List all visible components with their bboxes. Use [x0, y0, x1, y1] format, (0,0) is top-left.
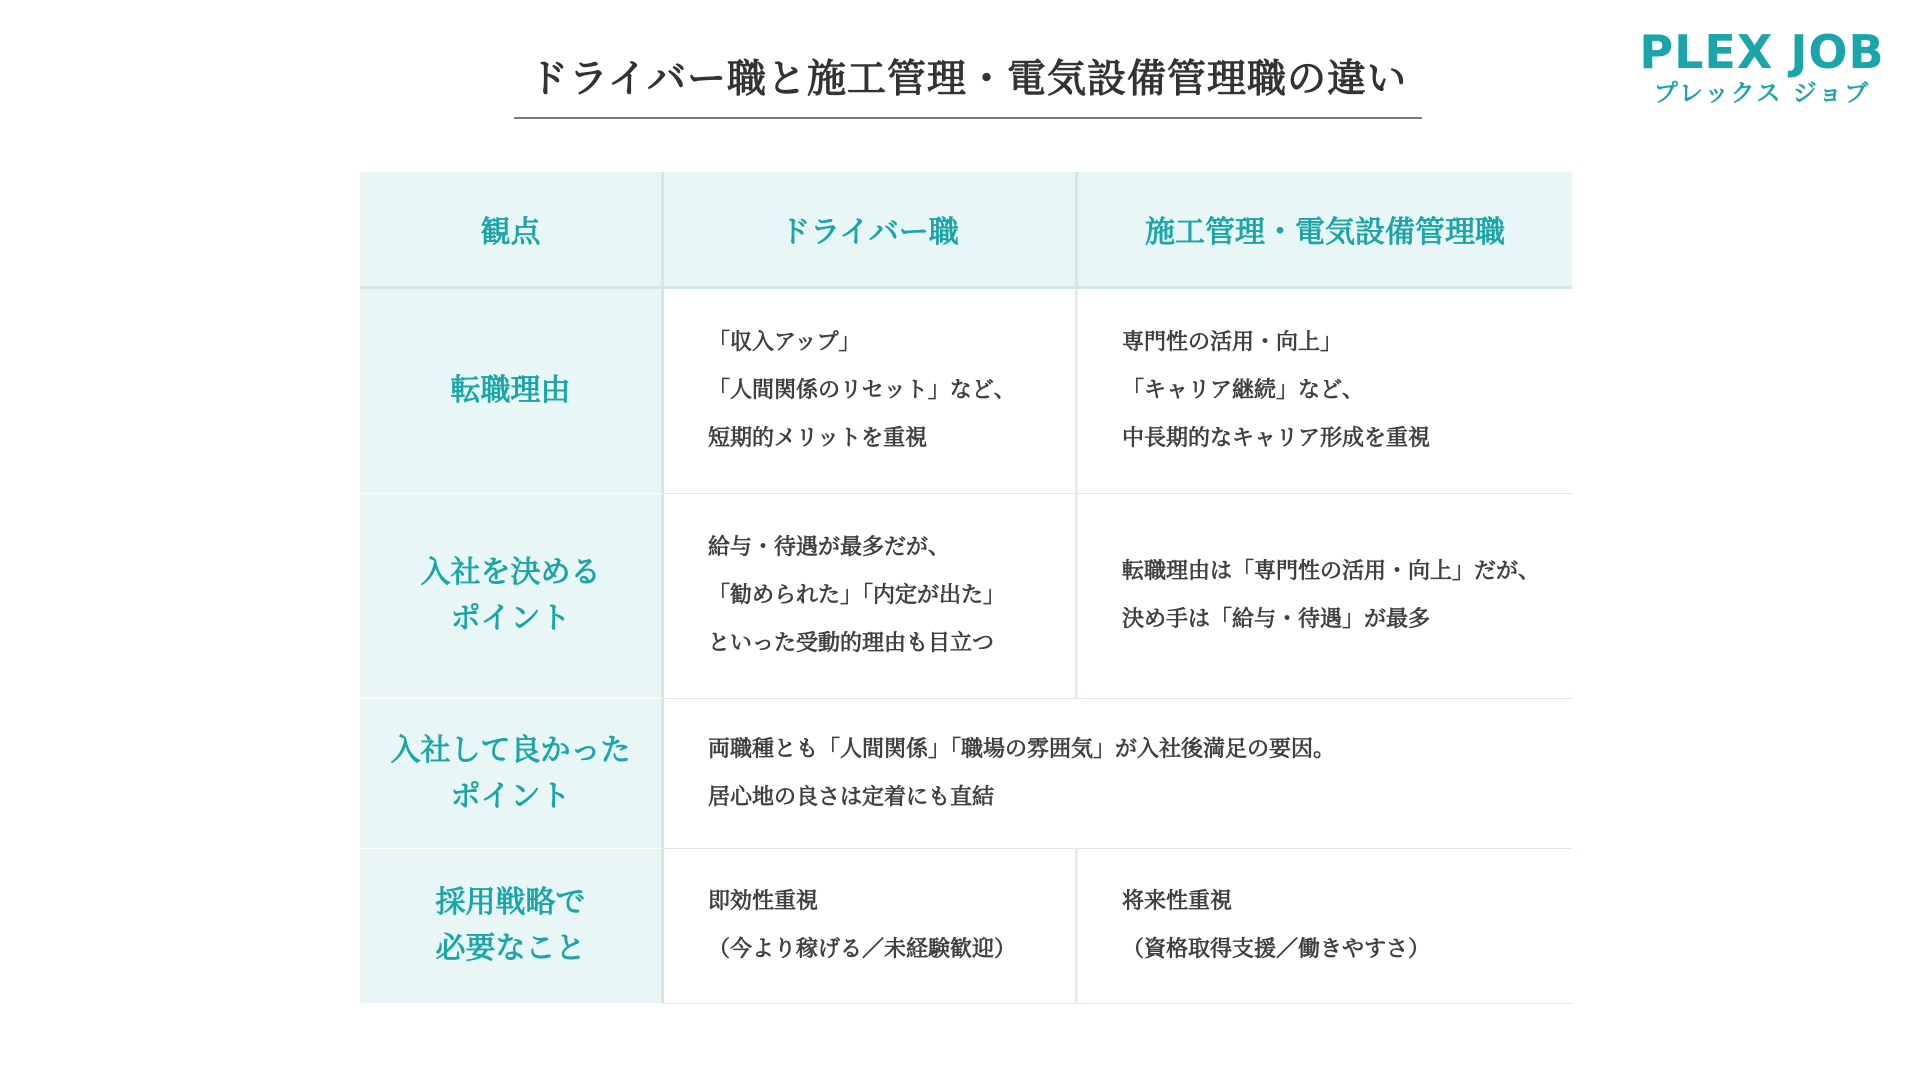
cell-line: 居心地の良さは定着にも直結 [708, 784, 995, 810]
row-label-decision-point [360, 494, 664, 699]
cell-line: 中長期的なキャリア形成を重視 [1122, 426, 1431, 451]
cell-line: 即効性重視 [708, 889, 819, 914]
header-viewpoint: 観点 [360, 172, 664, 289]
cell-line: 専門性の活用・向上」 [1122, 330, 1343, 355]
row-label-line: ポイント [450, 601, 571, 636]
cell-line: 「キャリア継続」など、 [1122, 378, 1365, 403]
row-label-line: 入社して良かった [390, 732, 631, 768]
cell-line: 転職理由は「専門性の活用・向上」だが、 [1122, 559, 1541, 584]
cell-line: （今より稼げる／未経験歓迎） [708, 937, 1017, 962]
plexjob-logo [1628, 26, 1896, 108]
header-construction: 施工管理・電気設備管理職 [1078, 172, 1572, 289]
cell-line: 「勧められた」「内定が出た」 [708, 583, 1006, 608]
page-title: ドライバー職と施工管理・電気設備管理職の違い [528, 57, 1408, 102]
row-label-job-change-reason [360, 289, 664, 494]
comparison-table [360, 172, 1572, 1004]
logo-main-text: PLEX JOB [1639, 25, 1885, 79]
row-label-line: ポイント [450, 778, 571, 814]
logo-sub-text: プレックス ジョブ [1653, 79, 1871, 107]
cell-driver-reason [664, 289, 1078, 494]
row-label-line: 採用戦略で [435, 885, 586, 920]
cell-construction-decision [1078, 494, 1572, 699]
cell-line: といった受動的理由も目立つ [708, 631, 995, 656]
cell-line: 給与・待遇が最多だが、 [708, 535, 951, 560]
cell-line: 将来性重視 [1122, 889, 1233, 914]
cell-line: 短期的メリットを重視 [708, 426, 928, 451]
title-underline [514, 117, 1422, 119]
cell-construction-reason [1078, 289, 1572, 494]
row-label-satisfaction-point [360, 699, 664, 849]
cell-line: 「人間関係のリセット」など、 [708, 378, 1016, 403]
cell-line: 両職種とも「人間関係」「職場の雰囲気」が入社後満足の要因。 [708, 736, 1336, 762]
cell-line: 決め手は「給与・待遇」が最多 [1122, 607, 1431, 632]
cell-driver-strategy [664, 849, 1078, 1004]
cell-driver-decision [664, 494, 1078, 699]
row-label-line: 転職理由 [450, 373, 571, 408]
row-label-line: 入社を決める [420, 555, 601, 590]
header-driver: ドライバー職 [664, 172, 1078, 289]
cell-construction-strategy [1078, 849, 1572, 1004]
row-label-recruit-strategy [360, 849, 664, 1004]
cell-line: （資格取得支援／働きやすさ） [1122, 937, 1431, 962]
cell-merged-satisfaction [664, 699, 1572, 849]
cell-line: 「収入アップ」 [708, 330, 861, 355]
row-label-line: 必要なこと [435, 931, 586, 966]
